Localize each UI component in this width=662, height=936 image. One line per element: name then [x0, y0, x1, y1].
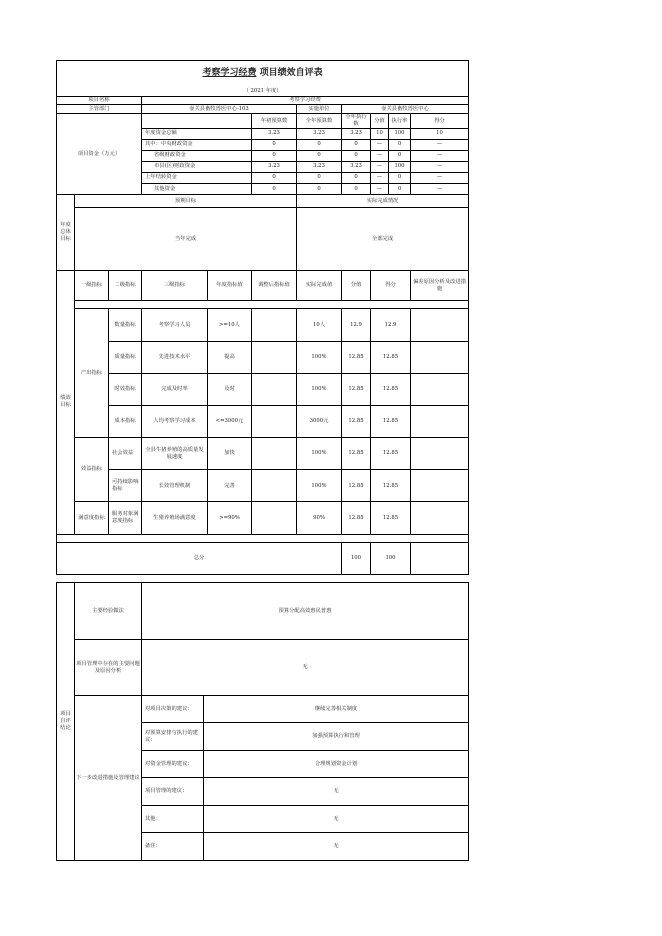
table-row: 可持续影响指标 长效管理机制 完善 100% 12.85 12.85	[57, 470, 469, 502]
funds-row: 上年结转资金 0 0 0 — 0 —	[57, 172, 469, 183]
total-label: 总分	[57, 542, 342, 574]
suggestion-value: 加强预算执行和管理	[204, 723, 469, 751]
expected-goal-label: 预期目标	[75, 194, 297, 207]
year-line: （ 2021 年度）	[57, 87, 469, 97]
suggestion-value: 无	[204, 806, 469, 833]
indicators-side-label: 绩效目标	[57, 271, 75, 534]
indicator-header: 得分	[371, 271, 411, 301]
suggestion-label: 其他：	[142, 806, 204, 833]
suggestion-value: 合理规划资金计划	[204, 751, 469, 778]
indicator-header: 三级指标	[142, 271, 208, 301]
indicator-header: 二级指标	[109, 271, 142, 301]
funds-row: 市县(区)财政资金 3.23 3.23 3.23 — 100 —	[57, 161, 469, 172]
exec-unit-value: 壶关县畜牧兽医中心	[342, 105, 469, 114]
review-side-label: 项目自评结论	[57, 583, 75, 861]
evaluation-table	[56, 60, 469, 575]
indicator-header: 调整后指标值	[252, 271, 297, 301]
experience-label: 主要经验做法	[75, 583, 142, 640]
suggestion-label: 对预算安排与执行的建议：	[142, 723, 204, 751]
project-name-label: 项目名称	[57, 97, 142, 105]
suggestion-label: 备注：	[142, 833, 204, 861]
funds-header: 全年预算数	[297, 114, 342, 128]
suggestion-label: 项目管理的建议：	[142, 778, 204, 806]
funds-row: 省级财政资金 0 0 0 — 0 —	[57, 150, 469, 161]
funds-header: 分值	[371, 114, 389, 128]
actual-goal: 全部完成	[297, 207, 469, 270]
funds-row: 年度资金总额 3.23 3.23 3.23 10 100 10	[57, 128, 469, 139]
exec-unit-label: 实施单位	[297, 105, 342, 114]
project-name: 考察学习经费	[142, 97, 469, 105]
suggestion-label: 对资金管理的建议：	[142, 751, 204, 778]
funds-header: 执行率	[389, 114, 411, 128]
indicator-header: 一级指标	[75, 271, 109, 301]
expected-goal: 当年完成	[75, 207, 297, 270]
funds-header: 得分	[411, 114, 469, 128]
suggestion-value: 无	[204, 833, 469, 861]
problems-value: 无	[142, 640, 469, 696]
table-row: 效益指标 社会效益 全县牛猪养殖的高质量发展速度 加快 100% 12.85 12.85	[57, 438, 469, 470]
total-got: 100	[371, 542, 411, 574]
funds-row: 其他资金 0 0 0 — 0 —	[57, 183, 469, 194]
suggestion-value: 继续完善相关制度	[204, 696, 469, 723]
funds-header: 全年执行数	[342, 114, 371, 128]
benefit-indicators-label: 效益指标	[75, 438, 109, 502]
funds-header: 年初预算数	[252, 114, 297, 128]
suggestion-value: 无	[204, 778, 469, 806]
table-row: 质量指标 先进技术水平 提高 100% 12.85 12.85	[57, 341, 469, 373]
satisfaction-indicators-label: 满意度指标	[75, 502, 109, 534]
dept-label: 主管部门	[57, 105, 142, 114]
problems-label: 项目管理中存在的主要问题及原因分析	[75, 640, 142, 696]
table-row: 时效指标 完成及时率 及时 100% 12.85 12.85	[57, 373, 469, 405]
indicator-header: 年度指标值	[208, 271, 252, 301]
indicator-header: 实际完成值	[297, 271, 342, 301]
conclusion-table	[56, 582, 469, 861]
table-row: 满意度指标 服务对象满意度指标 生猪养殖场满意度 >=90% 90% 12.85 12.85	[57, 502, 469, 534]
total-row	[57, 542, 469, 574]
indicator-header: 分值	[342, 271, 371, 301]
funds-row: 其中：中央财政资金 0 0 0 — 0 —	[57, 139, 469, 150]
total-score: 100	[342, 542, 371, 574]
actual-goal-label: 实际完成情况	[297, 194, 469, 207]
funds-label: 项目资金（万元）	[57, 114, 142, 195]
output-indicators-label: 产出指标	[75, 309, 109, 438]
goals-side-label: 年度总体目标	[57, 194, 75, 270]
table-row: 产出指标 数量指标 考察学习人员 >=10人 10人 12.9 12.9	[57, 309, 469, 341]
suggestion-label: 对项目决策的建议：	[142, 696, 204, 723]
table-row: 成本指标 人均考察学习成本 <=3000元 3000元 12.85 12.85	[57, 405, 469, 437]
next-steps-label: 下一步改进措施及管理建议	[75, 696, 142, 861]
dept-value: 壶关县畜牧兽医中心-103	[142, 105, 297, 114]
page-title: 考察学习经费 项目绩效自评表	[57, 61, 469, 87]
indicator-header: 偏差原因分析及改进措施	[411, 271, 469, 301]
experience-value: 预算分配高效惠民普惠	[142, 583, 469, 640]
